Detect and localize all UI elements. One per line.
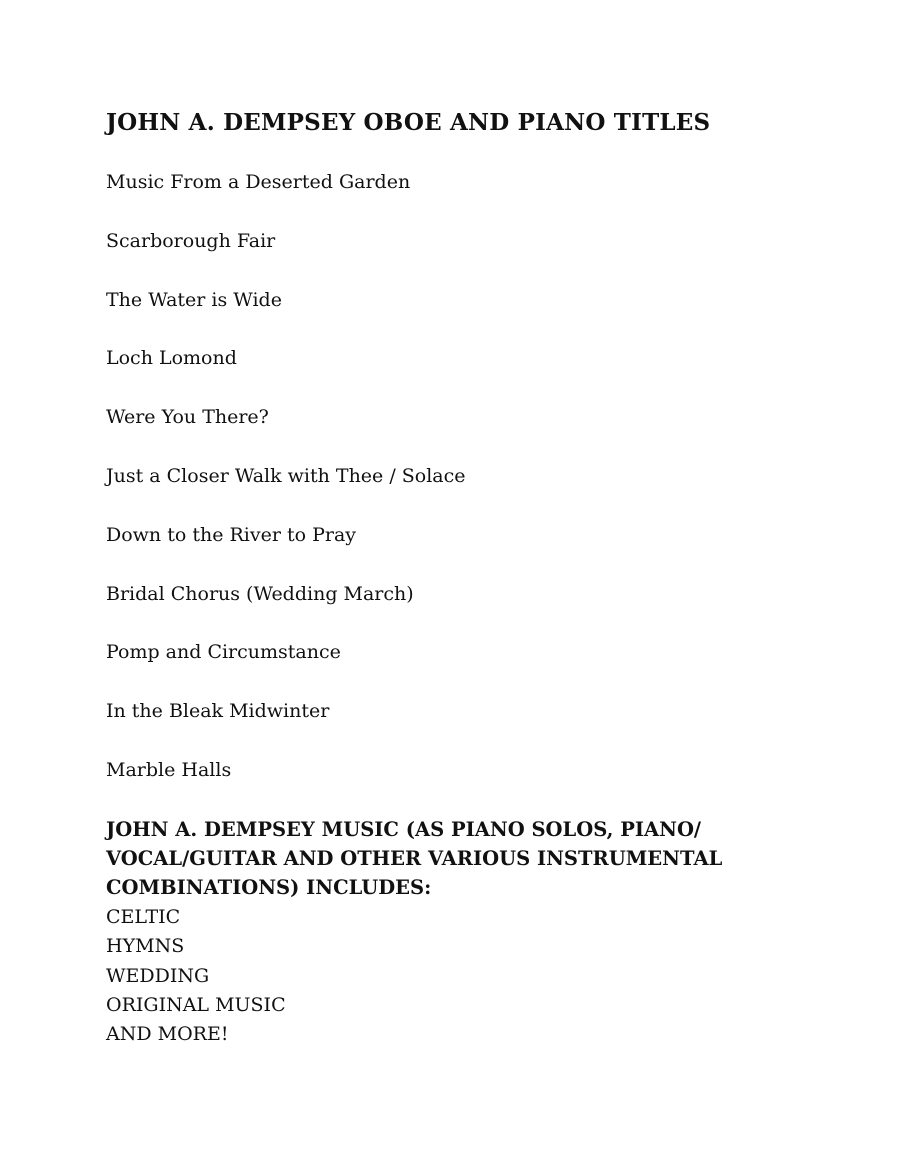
list-item: The Water is Wide: [106, 288, 282, 311]
music-section-heading: JOHN A. DEMPSEY MUSIC (AS PIANO SOLOS, PIANO/ VOCAL/GUITAR AND OTHER VARIOUS INSTRUMENTAL COMBINATIONS) INCLUDES:: [106, 818, 723, 900]
list-item: Loch Lomond: [106, 347, 237, 370]
oboe-piano-titles-list: [106, 168, 466, 815]
list-item: Down to the River to Pray: [106, 523, 357, 546]
list-item: In the Bleak Midwinter: [106, 700, 330, 723]
genre-item: AND MORE!: [106, 1023, 229, 1046]
genre-item: WEDDING: [106, 964, 210, 987]
list-item: Were You There?: [106, 406, 269, 429]
genre-item: CELTIC: [106, 906, 181, 928]
list-item: Bridal Chorus (Wedding March): [106, 582, 414, 605]
list-item: Just a Closer Walk with Thee / Solace: [106, 464, 466, 487]
list-item: Scarborough Fair: [106, 229, 276, 252]
list-item: Marble Halls: [106, 758, 232, 781]
genre-list: [106, 903, 286, 1049]
document-title: JOHN A. DEMPSEY OBOE AND PIANO TITLES: [106, 109, 711, 136]
list-item: Pomp and Circumstance: [106, 641, 341, 664]
genre-item: ORIGINAL MUSIC: [106, 993, 286, 1016]
list-item: Music From a Deserted Garden: [106, 171, 411, 193]
genre-item: HYMNS: [106, 935, 185, 958]
